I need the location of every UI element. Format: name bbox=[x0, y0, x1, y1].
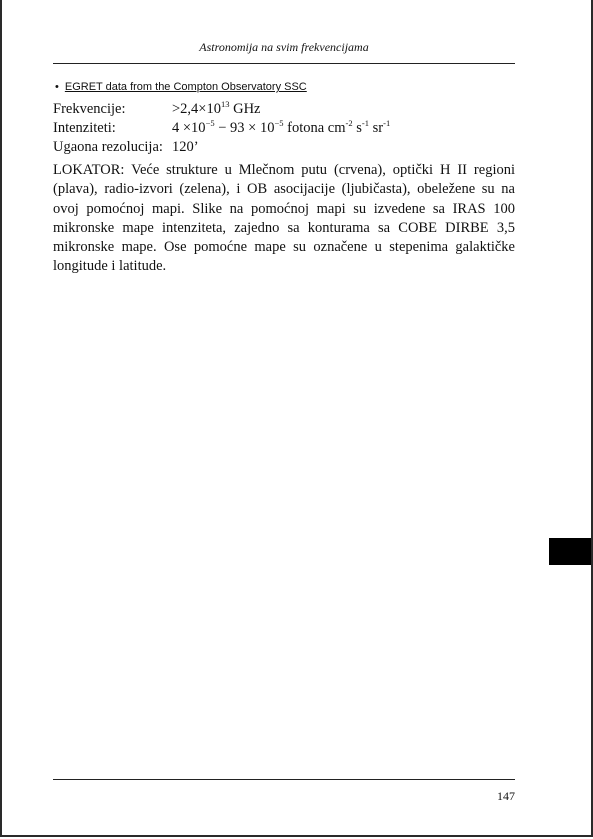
running-header: Astronomija na svim frekvencijama bbox=[199, 40, 369, 54]
source-link[interactable]: EGRET data from the Compton Observatory SSC bbox=[64, 81, 307, 93]
intensity-row bbox=[53, 119, 390, 138]
intensity-value: $4 \times 10^{-5} - 93 \times 10^{-5}$ fotona $cm^{-2}$ $s^{-1}$ $sr^{-1}$ bbox=[172, 118, 391, 136]
frequency-row bbox=[53, 100, 390, 119]
frequency-value: $>2,4\times 10^{13}$ GHz bbox=[172, 99, 261, 117]
page-number: 147 bbox=[497, 789, 515, 803]
chapter-tab-marker bbox=[549, 538, 591, 565]
intensity-label: Intenziteti: bbox=[53, 120, 116, 136]
locator-description: LOKATOR: Veće strukture u Mlečnom putu (crvena), optički H II regioni (plava), radio-izvori (zelena), i OB asocijacije (ljubičasta), obeležene su na ovoj pomoćnoj mapi. Slike na pomoćnoj mapi su izvedene sa IRAS 100 mikronske mape intenziteta, zajedno sa konturama sa COBE DIRBE 3,5 mikronske mape. Ose pomoćne mape su označene u stepenima galaktičke longitude i latitude. bbox=[53, 162, 515, 275]
header-rule bbox=[53, 63, 515, 64]
frequency-label: Frekvencije: bbox=[53, 101, 126, 117]
source-line bbox=[55, 81, 307, 93]
parameters-block bbox=[53, 100, 390, 157]
resolution-value: 120’ bbox=[172, 139, 199, 155]
bullet-icon: • bbox=[55, 81, 59, 93]
resolution-label: Ugaona rezolucija: bbox=[53, 139, 163, 155]
resolution-row bbox=[53, 138, 390, 157]
footer-rule bbox=[53, 779, 515, 780]
